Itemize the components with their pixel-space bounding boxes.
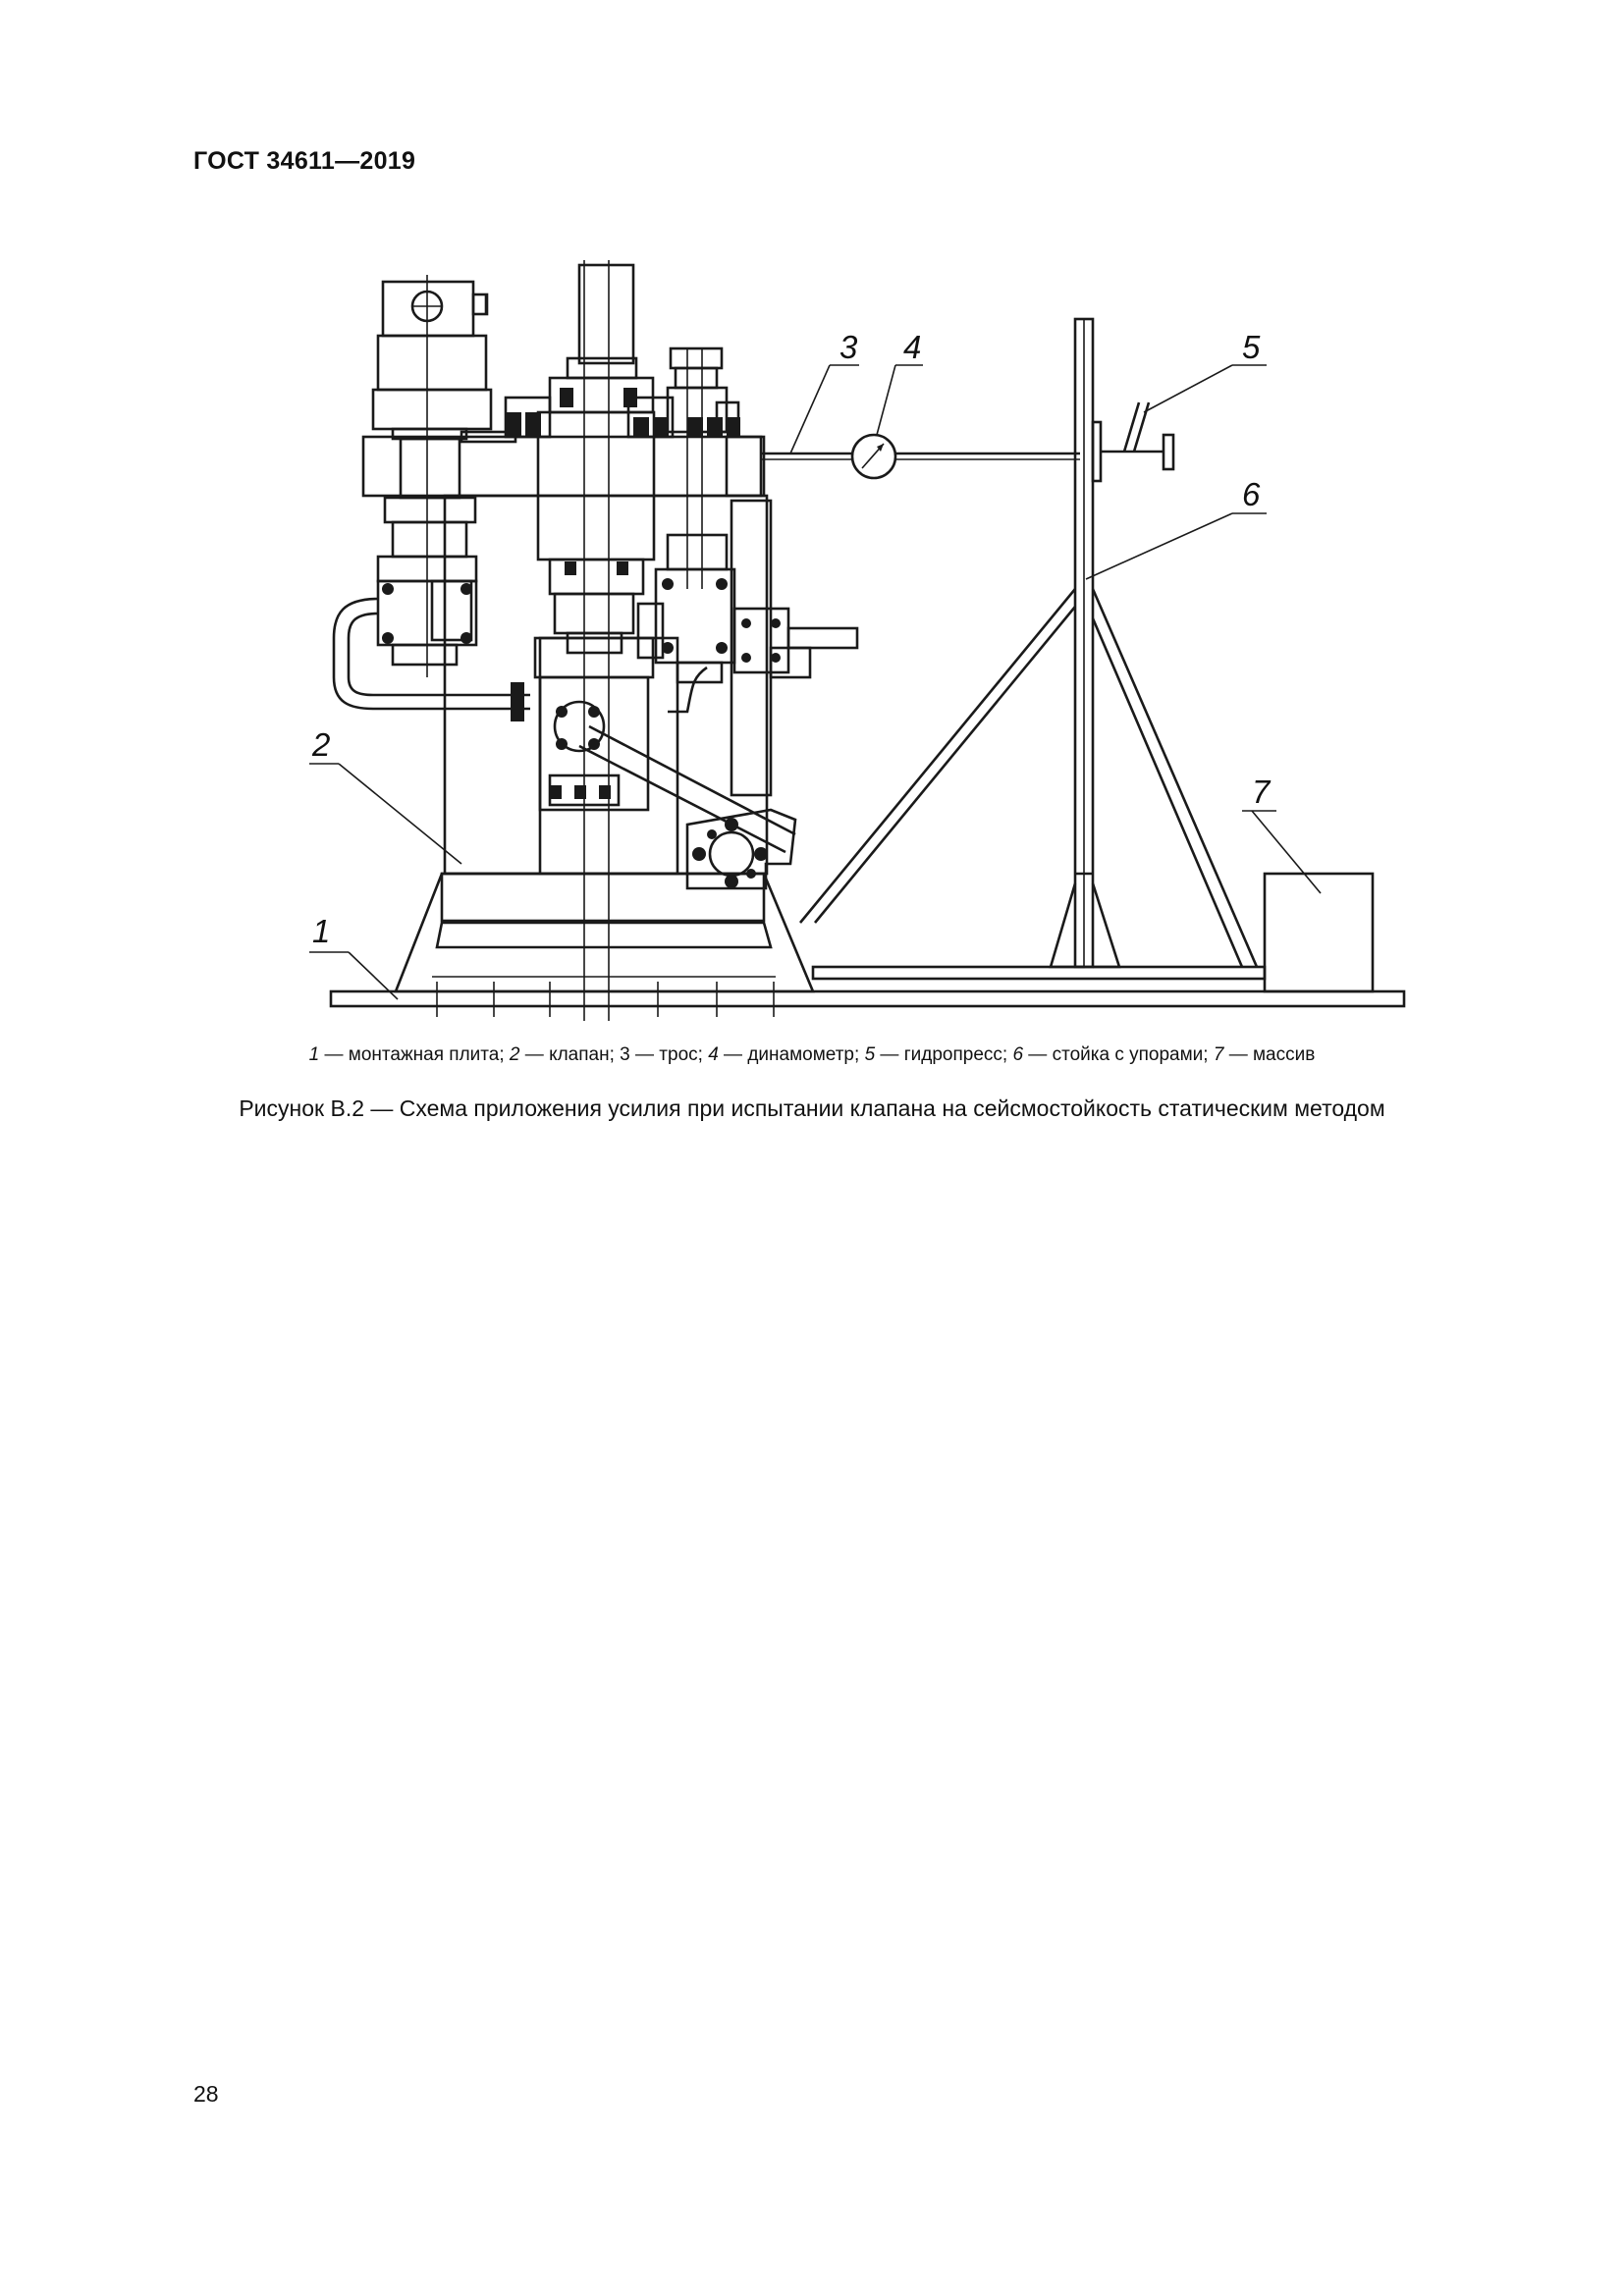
- valve-base: [396, 874, 813, 991]
- callout-7: [1242, 774, 1321, 893]
- figure-drawing: [0, 0, 1624, 1080]
- legend-item-7: 7 — массив: [1213, 1044, 1316, 1065]
- center-spindle: [538, 260, 654, 1021]
- figure-caption: Рисунок В.2 — Схема приложения усилия при испытании клапана на сейсмостойкость статическим методом: [239, 1095, 1385, 1121]
- callout-4: [877, 329, 923, 435]
- stand: [800, 319, 1265, 979]
- callout-label-1: 1: [312, 913, 331, 949]
- legend-item-4: 4 — динамометр;: [708, 1044, 865, 1065]
- callout-6: [1086, 476, 1267, 579]
- legend-item-2: 2 — клапан;: [509, 1044, 621, 1065]
- legend-item-6: 6 — стойка с упорами;: [1012, 1044, 1214, 1065]
- valve-body: [445, 496, 810, 874]
- legend-item-1: 1 — монтажная плита;: [308, 1044, 510, 1065]
- callout-1: [309, 913, 398, 999]
- mounting-plate: [331, 982, 1404, 1017]
- cable: [761, 454, 1080, 459]
- callout-label-5: 5: [1242, 329, 1261, 365]
- callout-label-7: 7: [1252, 774, 1271, 810]
- callout-label-3: 3: [839, 329, 858, 365]
- left-actuator: [373, 275, 491, 677]
- legend-item-3: 3 — трос;: [620, 1044, 709, 1065]
- callout-5: [1144, 329, 1267, 412]
- legend-item-5: 5 — гидропресс;: [864, 1044, 1013, 1065]
- callout-label-6: 6: [1242, 476, 1261, 512]
- figure-legend: [0, 1044, 1624, 1066]
- dynamometer: [852, 435, 895, 478]
- page-number: 28: [193, 2081, 219, 2107]
- callout-3: [790, 329, 859, 454]
- center-block: [511, 638, 653, 810]
- hydraulic-press: [1124, 402, 1149, 452]
- callout-2: [309, 726, 461, 864]
- callout-label-2: 2: [312, 726, 331, 763]
- document-header: ГОСТ 34611—2019: [193, 147, 416, 175]
- callout-label-4: 4: [903, 329, 922, 365]
